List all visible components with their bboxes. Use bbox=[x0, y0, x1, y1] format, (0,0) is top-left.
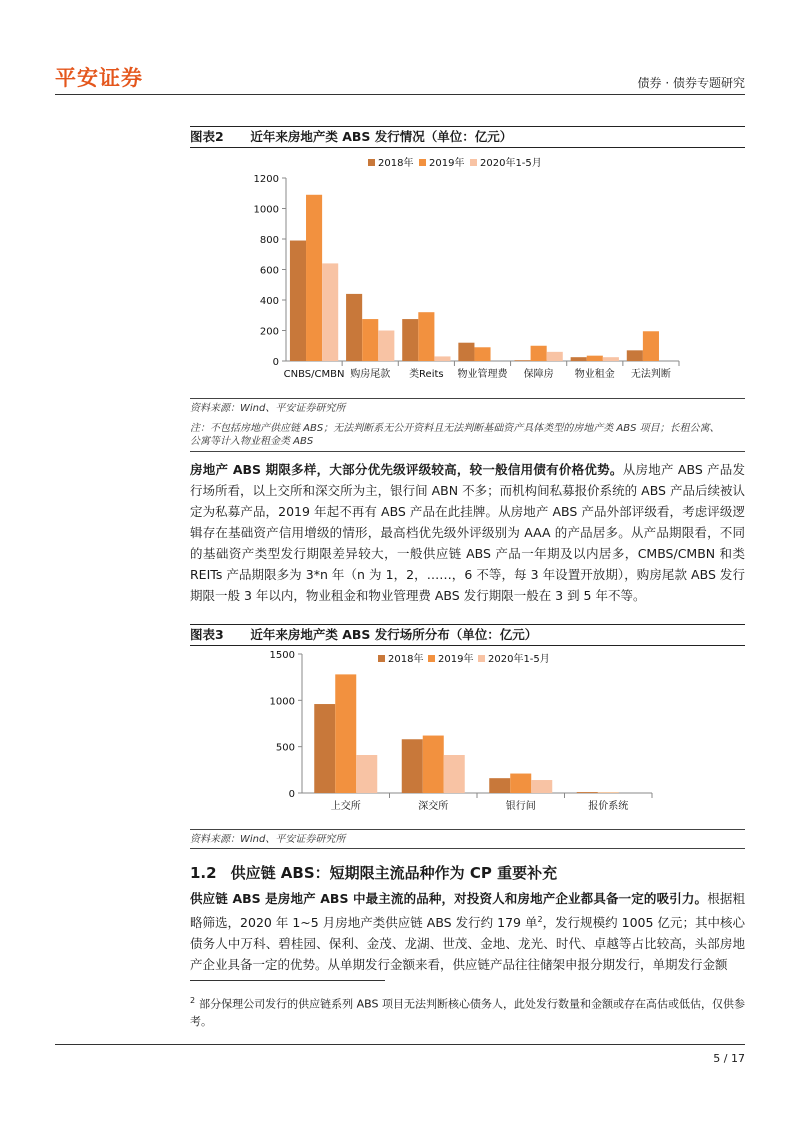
header-divider bbox=[55, 94, 745, 95]
bar-2-2 bbox=[531, 780, 552, 793]
x-tick-label: 银行间 bbox=[505, 801, 536, 812]
legend-label: 2020年1-5月 bbox=[480, 158, 542, 169]
section-number: 1.2 bbox=[190, 864, 217, 882]
paragraph-2-body-a: 根据粗略筛选，2020 年 1~5 月房地产类供应链 ABS 发行约 179 单 bbox=[190, 891, 745, 931]
bar-2-1 bbox=[510, 774, 531, 793]
bar-3-0 bbox=[458, 343, 474, 361]
figure3-label: 图表3 bbox=[190, 627, 224, 642]
body-paragraph-2 bbox=[190, 888, 745, 975]
legend-swatch bbox=[428, 655, 435, 662]
x-tick-label: 上交所 bbox=[330, 801, 361, 812]
bar-2-1 bbox=[418, 312, 434, 361]
x-tick-label: 购房尾款 bbox=[350, 369, 391, 380]
y-tick-label: 1500 bbox=[269, 650, 295, 661]
bar-6-0 bbox=[627, 350, 643, 361]
bar-5-0 bbox=[571, 357, 587, 361]
x-tick-label: 无法判断 bbox=[630, 369, 671, 380]
bar-0-1 bbox=[335, 674, 356, 793]
bar-2-0 bbox=[489, 778, 510, 793]
figure2-title: 近年来房地产类 ABS 发行情况（单位：亿元） bbox=[250, 129, 513, 144]
bar-2-2 bbox=[434, 356, 450, 361]
x-tick-label: 保障房 bbox=[523, 369, 554, 380]
x-tick-label: CNBS/CMBN bbox=[283, 369, 345, 380]
x-tick-label: 物业管理费 bbox=[457, 369, 508, 380]
legend-label: 2018年 bbox=[388, 654, 424, 665]
figure2-source: 资料来源：Wind、平安证券研究所 bbox=[190, 403, 346, 414]
figure2-note-line1: 注：不包括房地产供应链 ABS；无法判断系无公开资料且无法判断基础资产具体类型的房地产类 ABS 项目；长租公寓、 bbox=[190, 423, 720, 434]
bar-4-2 bbox=[547, 352, 563, 361]
footnote-mark: 2 bbox=[190, 996, 196, 1005]
legend-label: 2019年 bbox=[429, 158, 465, 169]
x-tick-label: 物业租金 bbox=[574, 369, 615, 380]
bar-1-2 bbox=[444, 755, 465, 793]
figure2-note-line2: 公寓等计入物业租金类 ABS bbox=[190, 436, 314, 447]
footer-divider bbox=[55, 1044, 745, 1045]
figure2-label: 图表2 bbox=[190, 129, 224, 144]
bar-1-0 bbox=[402, 739, 423, 793]
y-tick-label: 600 bbox=[259, 265, 279, 277]
y-tick-label: 0 bbox=[272, 357, 279, 368]
bar-0-2 bbox=[356, 755, 377, 793]
bar-0-2 bbox=[322, 263, 338, 361]
y-tick-label: 800 bbox=[259, 235, 279, 246]
figure3-title-bar bbox=[190, 624, 745, 646]
figure2-bar-chart bbox=[190, 150, 745, 395]
figure3-bar-chart bbox=[190, 646, 745, 828]
figure3-source-divider bbox=[190, 829, 745, 830]
bar-2-0 bbox=[402, 319, 418, 361]
y-tick-label: 400 bbox=[259, 296, 279, 307]
x-tick-label: 报价系统 bbox=[588, 801, 629, 812]
bar-1-1 bbox=[423, 736, 444, 793]
brand-logo: 平安证券 bbox=[55, 66, 143, 90]
bar-0-1 bbox=[306, 195, 322, 361]
figure2-title-bar bbox=[190, 126, 745, 148]
bar-1-1 bbox=[362, 319, 378, 361]
figure3-source: 资料来源：Wind、平安证券研究所 bbox=[190, 834, 346, 845]
paragraph-2-lead: 供应链 ABS 是房地产 ABS 中最主流的品种，对投资人和房地产企业都具备一定的吸引力。 bbox=[190, 891, 708, 906]
footnote bbox=[190, 992, 745, 1030]
footnote-text: 部分保理公司发行的供应链系列 ABS 项目无法判断核心债务人，此处发行数量和金额或存在高估或低估，仅供参考。 bbox=[190, 997, 745, 1028]
legend-label: 2020年1-5月 bbox=[488, 654, 550, 665]
paragraph-1-lead: 房地产 ABS 期限多样，大部分优先级评级较高，较一般信用债有价格优势。 bbox=[190, 462, 623, 477]
bar-3-1 bbox=[474, 347, 490, 361]
legend-swatch bbox=[378, 655, 385, 662]
figure2-note-divider bbox=[190, 451, 745, 452]
legend-swatch bbox=[368, 159, 375, 166]
bar-5-1 bbox=[587, 356, 603, 361]
legend-swatch bbox=[478, 655, 485, 662]
header-title: 债券 · 债券专题研究 bbox=[637, 76, 745, 90]
bar-4-1 bbox=[531, 346, 547, 361]
bar-5-2 bbox=[603, 357, 619, 361]
footnote-ref[interactable]: 2 bbox=[537, 915, 543, 924]
bar-0-0 bbox=[290, 241, 306, 361]
section-title: 供应链 ABS：短期限主流品种作为 CP 重要补充 bbox=[230, 864, 558, 882]
bar-0-0 bbox=[314, 704, 335, 793]
bar-1-0 bbox=[346, 294, 362, 361]
paragraph-1-body: 从房地产 ABS 产品发行场所看，以上交所和深交所为主，银行间 ABN 不多；而机构间私募报价系统的 ABS 产品后续被认定为私募产品，2019 年起不再有 ABS 产品在此挂牌。从房地产 ABS 产品外部评级看，考虑评级逻辑存在基础资产信用增级的情形，最高档优先级外评级别为 AAA 的产品居多。从产品期限看，不同的基础资产类型发行期限差异较大，一般供应链 ABS 产品一年期及以内居多，CMBS/CMBN 和类 REITs 产品期限多为 3*n 年（n 为 1，2，……，6 不等，每 3 年设置开放期），购房尾款 ABS 发行期限一般 3 年以内，物业租金和物业管理费 ABS 发行期限一般在 3 到 5 年不等。 bbox=[190, 462, 745, 603]
footnote-divider bbox=[190, 980, 385, 981]
figure3-source-bottom-divider bbox=[190, 848, 745, 849]
y-tick-label: 1200 bbox=[253, 174, 279, 185]
bar-4-0 bbox=[515, 360, 531, 361]
y-tick-label: 500 bbox=[275, 742, 295, 754]
y-tick-label: 1000 bbox=[269, 696, 295, 708]
y-tick-label: 200 bbox=[259, 326, 279, 338]
section-heading bbox=[190, 862, 557, 883]
page-number: 5 / 17 bbox=[713, 1052, 745, 1065]
y-tick-label: 1000 bbox=[253, 204, 279, 216]
figure2-source-divider bbox=[190, 398, 745, 399]
body-paragraph-1 bbox=[190, 459, 745, 606]
legend-label: 2019年 bbox=[438, 654, 474, 665]
bar-6-1 bbox=[643, 331, 659, 361]
legend-swatch bbox=[419, 159, 426, 166]
bar-1-2 bbox=[378, 331, 394, 362]
legend-label: 2018年 bbox=[378, 158, 414, 169]
x-tick-label: 深交所 bbox=[418, 801, 449, 812]
bar-3-0 bbox=[577, 792, 598, 793]
paragraph-2-body-b: ，发行规模约 1005 亿元；其中核心债务人中万科、碧桂园、保利、金茂、龙湖、世茂、金地、龙光、时代、卓越等占比较高，头部房地产企业具备一定的优势。从单期发行金额来看，供应链产品往往储架申报分期发行，单期发行金额 bbox=[190, 915, 745, 973]
y-tick-label: 0 bbox=[288, 789, 295, 800]
x-tick-label: 类Reits bbox=[409, 369, 444, 380]
legend-swatch bbox=[470, 159, 477, 166]
figure3-title: 近年来房地产类 ABS 发行场所分布（单位：亿元） bbox=[250, 627, 538, 642]
